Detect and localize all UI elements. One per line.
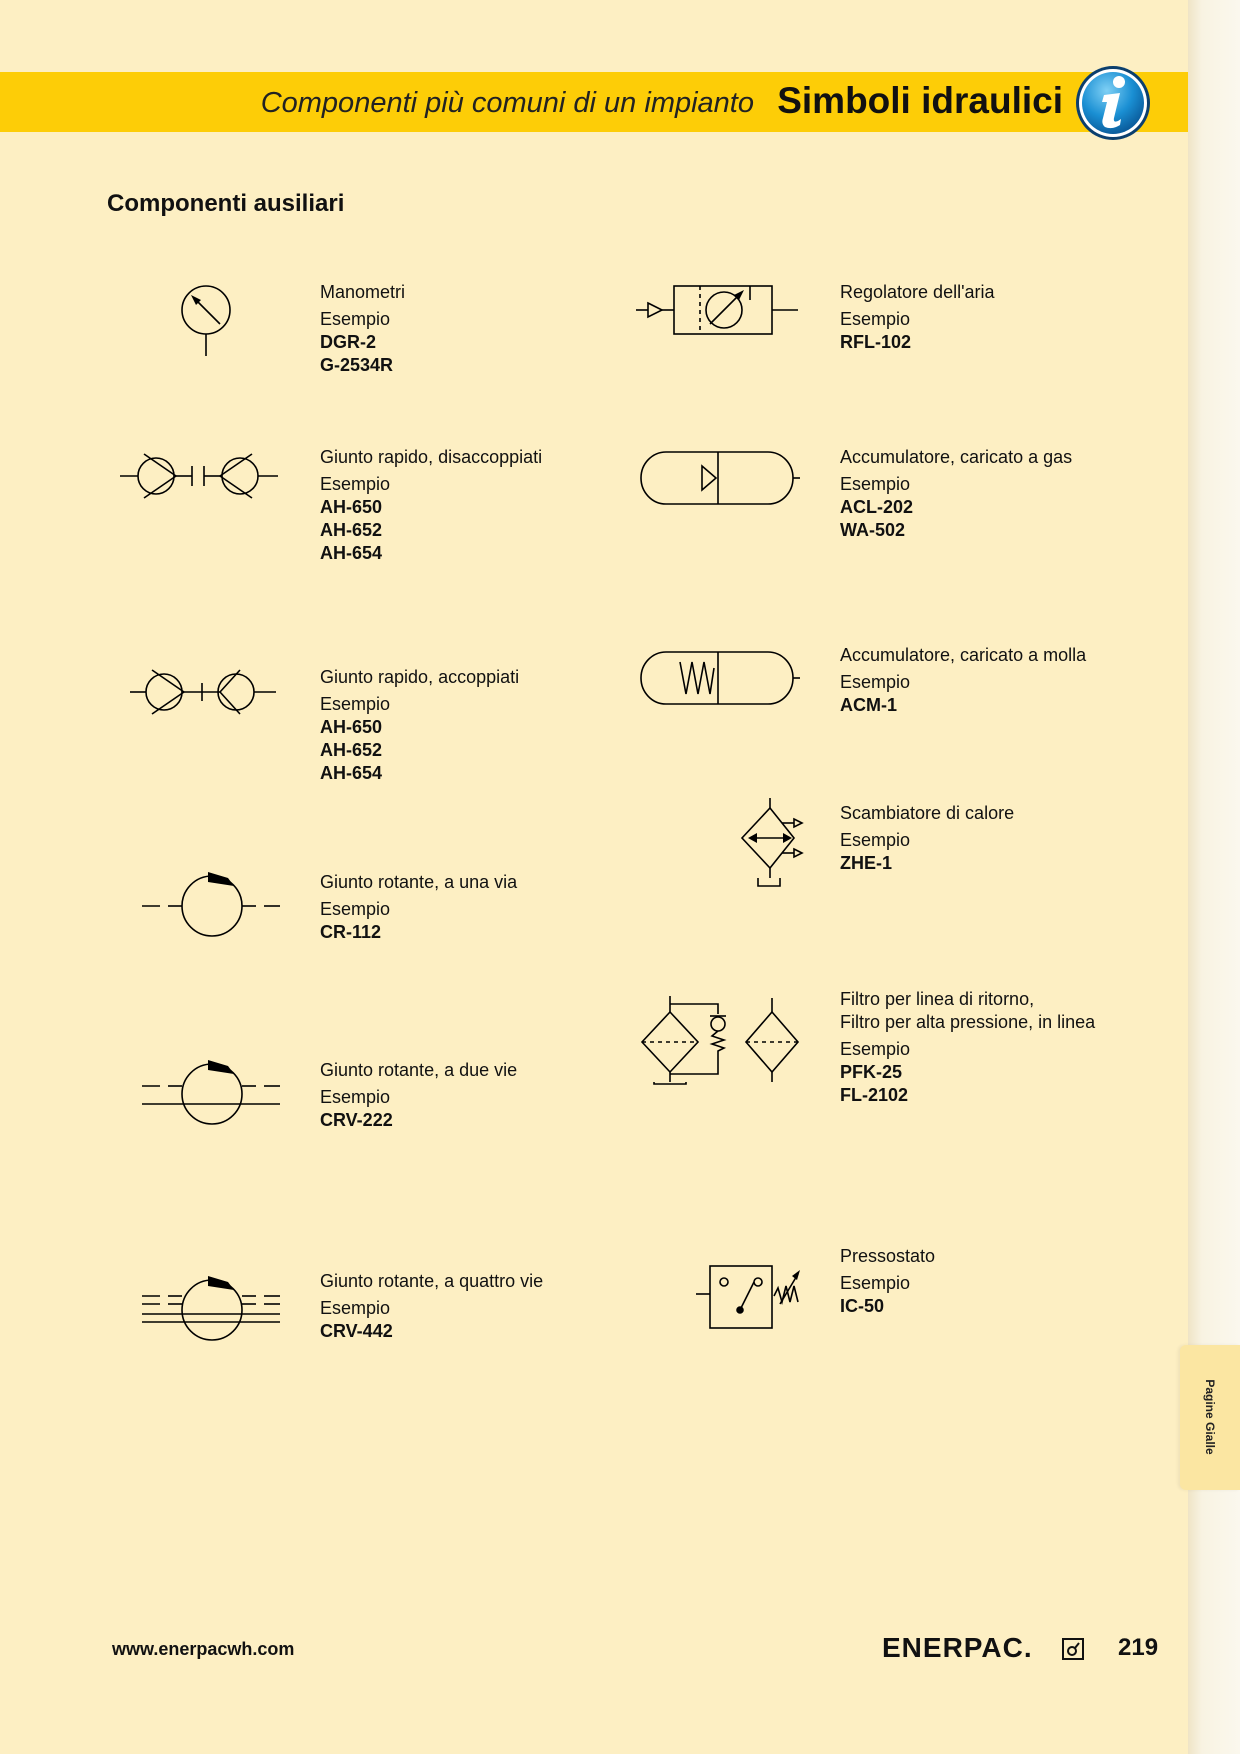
item-label-line-2: Filtro per alta pressione, in linea <box>840 1012 1096 1032</box>
example-code: WA-502 <box>840 520 906 540</box>
example-code: AH-652 <box>320 740 383 760</box>
example-label: Esempio <box>840 1039 911 1059</box>
example-label: Esempio <box>320 899 391 919</box>
item-rotary-coupler-four-way <box>320 1270 543 1343</box>
example-label: Esempio <box>840 1273 911 1293</box>
example-code: G-2534R <box>320 355 394 375</box>
header-subtitle: Componenti più comuni di un impianto <box>260 87 754 119</box>
example-code: ZHE-1 <box>840 853 893 873</box>
item-label: Accumulatore, caricato a gas <box>840 447 1073 467</box>
example-code: RFL-102 <box>840 332 912 352</box>
item-label: Pressostato <box>840 1246 936 1266</box>
pressure-gauge-symbol <box>170 280 240 360</box>
info-icon <box>1074 64 1152 142</box>
example-label: Esempio <box>320 309 391 329</box>
gas-accumulator-symbol <box>640 450 800 506</box>
example-code: DGR-2 <box>320 332 377 352</box>
page-edge <box>1188 0 1240 1754</box>
item-return-filter <box>840 988 1095 1107</box>
example-label: Esempio <box>840 474 911 494</box>
header-title: Simboli idraulici <box>777 80 1063 121</box>
rotary-coupler-two-way-symbol <box>142 1054 282 1126</box>
example-label: Esempio <box>320 474 391 494</box>
rotary-coupler-four-way-symbol <box>142 1270 282 1342</box>
example-code: AH-650 <box>320 497 383 517</box>
example-code: PFK-25 <box>840 1062 903 1082</box>
item-spring-accumulator <box>840 644 1086 717</box>
quick-coupler-connected-symbol <box>130 664 280 720</box>
example-label: Esempio <box>320 1087 391 1107</box>
header-band <box>0 72 1188 132</box>
item-label: Accumulatore, caricato a molla <box>840 645 1087 665</box>
example-code: CRV-442 <box>320 1321 393 1341</box>
example-code: FL-2102 <box>840 1085 909 1105</box>
item-label: Scambiatore di calore <box>840 803 1015 823</box>
rotary-coupler-one-way-symbol <box>142 866 282 938</box>
example-code: AH-654 <box>320 763 383 783</box>
example-label: Esempio <box>840 309 911 329</box>
example-label: Esempio <box>320 1298 391 1318</box>
spring-accumulator-symbol <box>640 650 800 706</box>
item-label: Manometri <box>320 282 406 302</box>
example-code: AH-650 <box>320 717 383 737</box>
example-label: Esempio <box>320 694 391 714</box>
heat-exchanger-symbol <box>738 798 804 892</box>
example-code: CRV-222 <box>320 1110 393 1130</box>
footer-url[interactable]: www.enerpacwh.com <box>112 1639 295 1659</box>
example-code: IC-50 <box>840 1296 885 1316</box>
page-number: 219 <box>1118 1634 1159 1661</box>
quick-coupler-disconnected-symbol <box>120 448 280 504</box>
brand-mark-icon <box>1062 1638 1084 1660</box>
example-code: ACL-202 <box>840 497 914 517</box>
item-label: Giunto rapido, accoppiati <box>320 667 520 687</box>
return-filter-symbol <box>640 996 806 1086</box>
item-gas-accumulator <box>840 446 1072 542</box>
item-heat-exchanger <box>840 802 1014 875</box>
item-label: Regolatore dell'aria <box>840 282 995 302</box>
item-quick-coupler-disconnected <box>320 446 542 565</box>
side-tab[interactable] <box>1180 1345 1240 1490</box>
item-label: Giunto rotante, a due vie <box>320 1060 518 1080</box>
example-code: AH-652 <box>320 520 383 540</box>
item-label: Giunto rapido, disaccoppiati <box>320 447 543 467</box>
item-pressure-switch <box>840 1245 935 1318</box>
pressure-switch-symbol <box>696 1262 804 1332</box>
item-rotary-coupler-two-way <box>320 1059 517 1132</box>
side-tab-label: Pagine Gialle <box>1203 1379 1217 1455</box>
brand-logo: ENERPAC. <box>882 1632 1033 1663</box>
example-label: Esempio <box>840 672 911 692</box>
item-rotary-coupler-one-way <box>320 871 517 944</box>
air-regulator-symbol <box>636 282 802 342</box>
item-pressure-gauge <box>320 281 405 377</box>
item-air-regulator <box>840 281 995 354</box>
example-code: AH-654 <box>320 543 383 563</box>
item-label: Giunto rotante, a quattro vie <box>320 1271 544 1291</box>
item-quick-coupler-connected <box>320 666 519 785</box>
example-code: CR-112 <box>320 922 382 942</box>
example-label: Esempio <box>840 830 911 850</box>
item-label: Filtro per linea di ritorno, <box>840 989 1035 1009</box>
example-code: ACM-1 <box>840 695 897 715</box>
section-title: Componenti ausiliari <box>107 190 345 217</box>
item-label: Giunto rotante, a una via <box>320 872 518 892</box>
